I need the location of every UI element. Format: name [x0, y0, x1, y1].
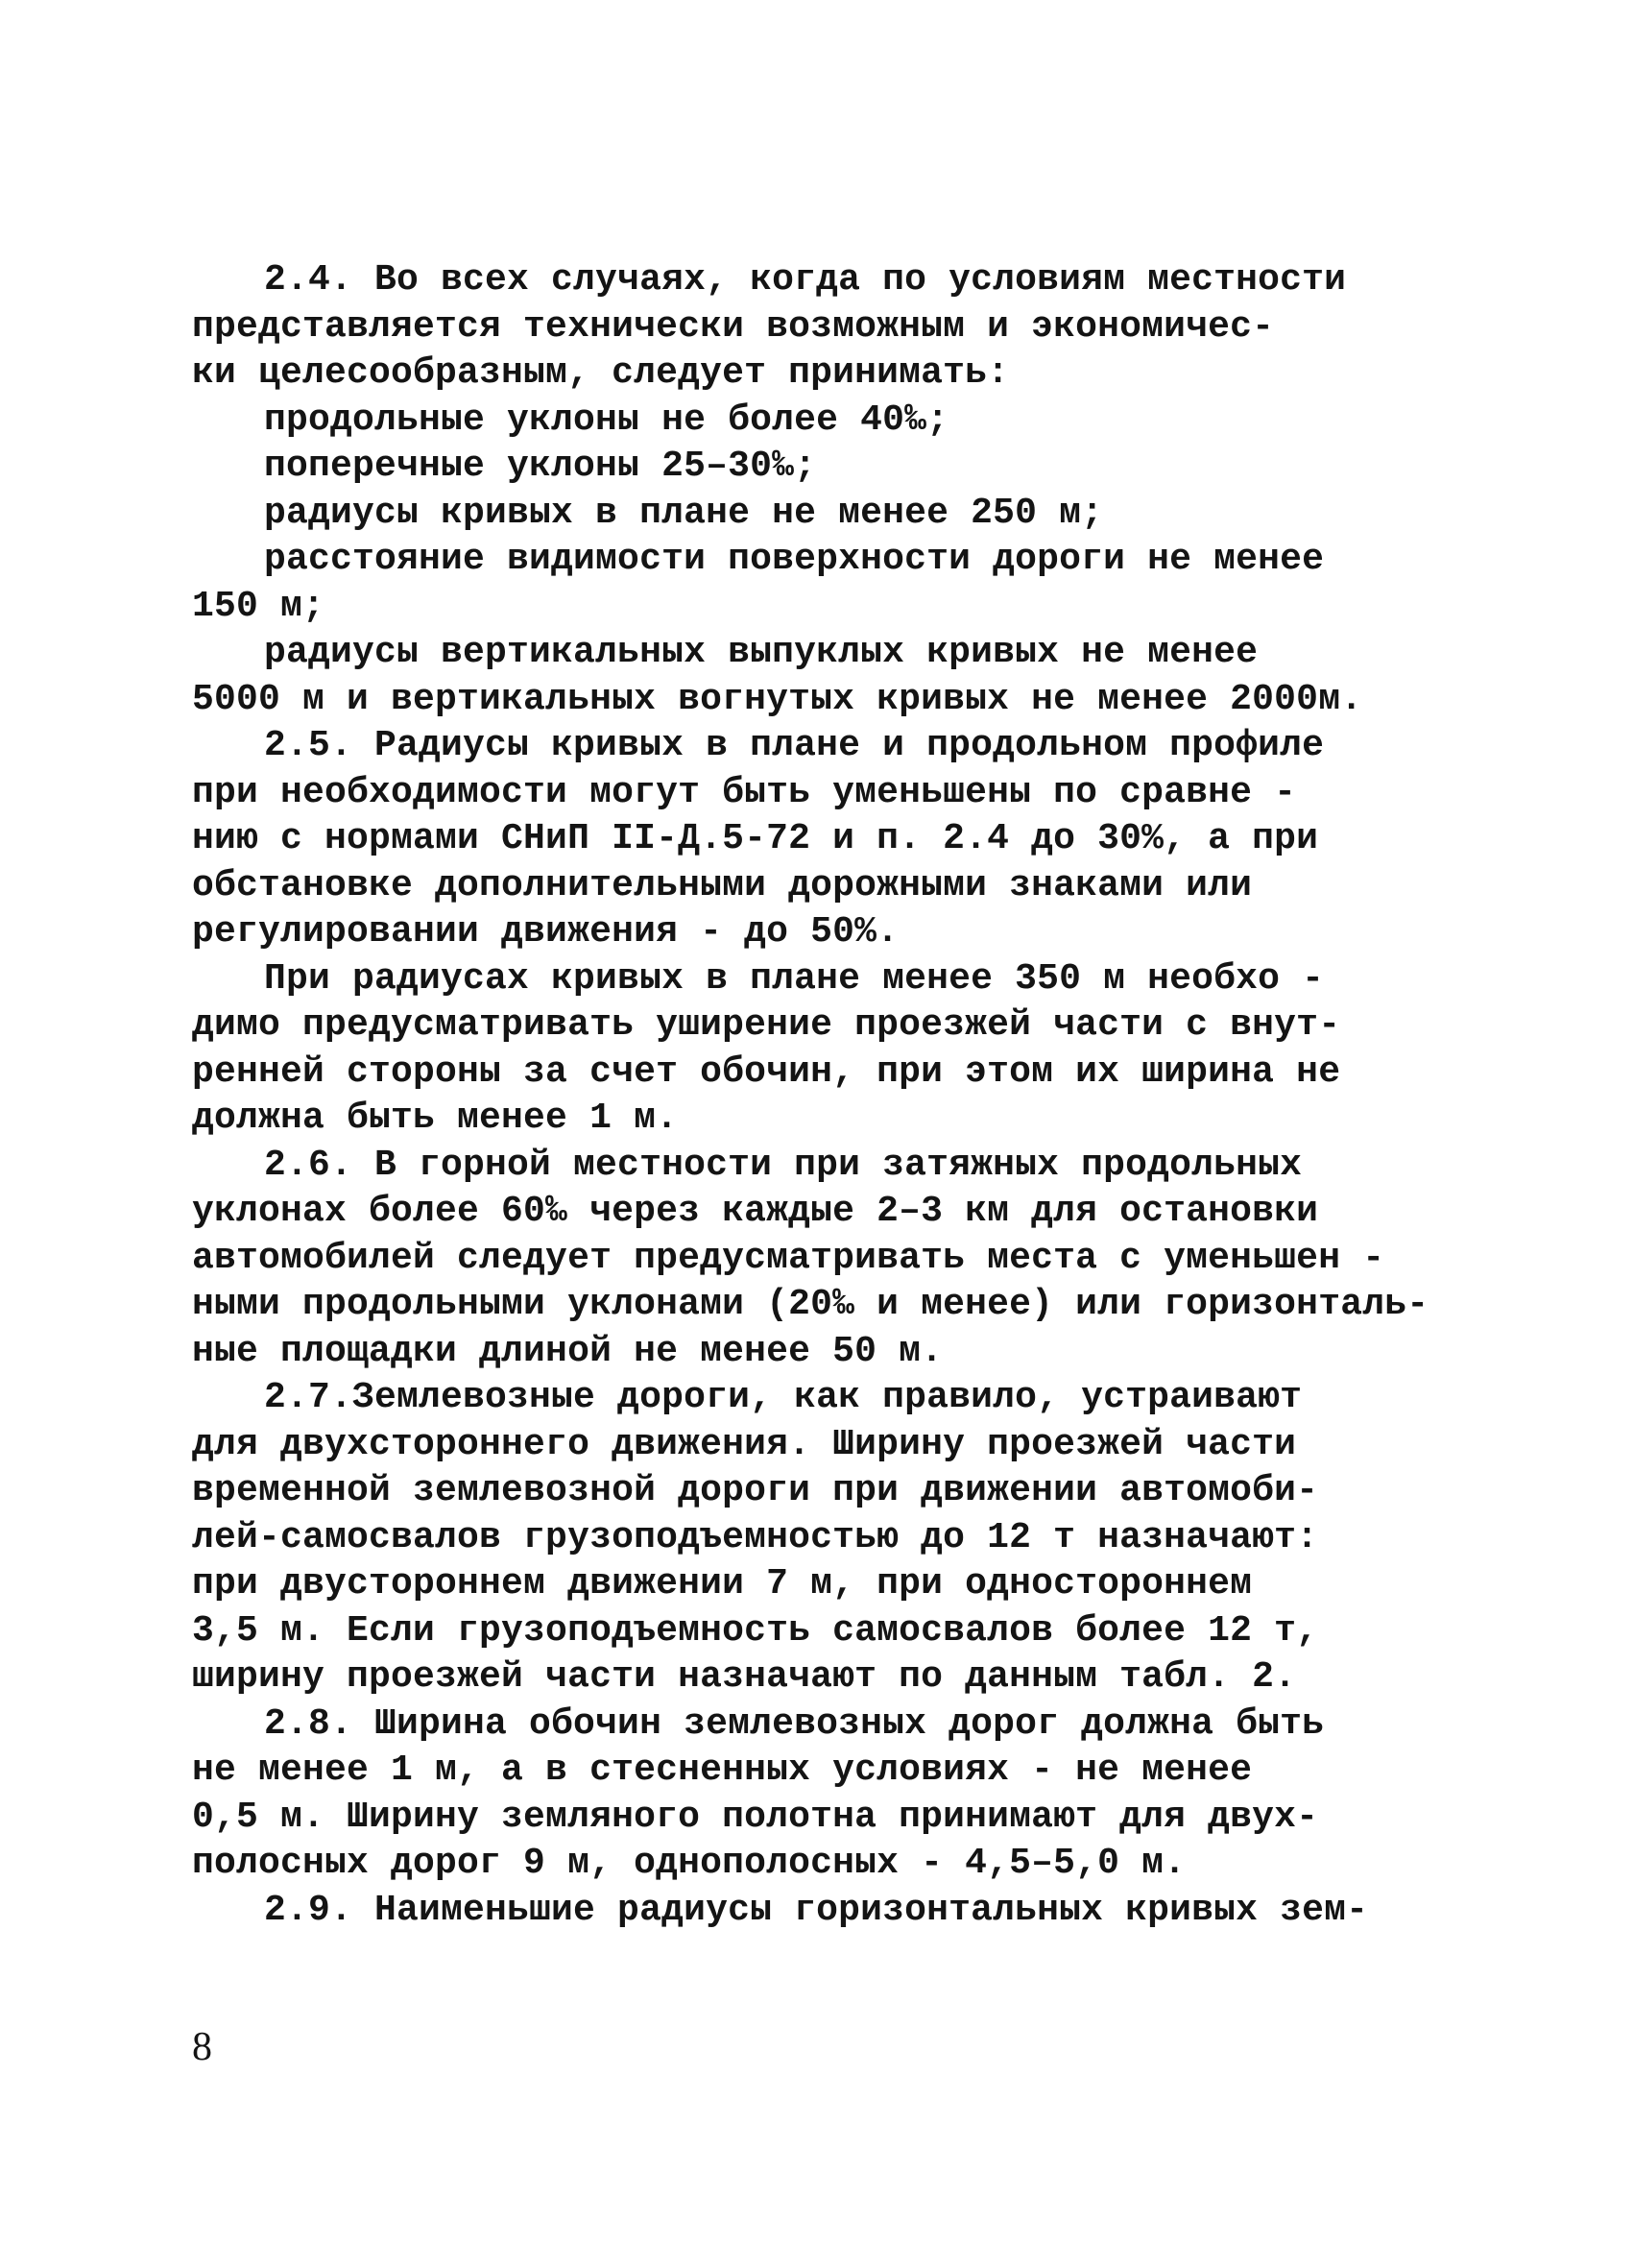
text-line: 2.6. В горной местности при затяжных продольных: [264, 1144, 1303, 1186]
text-line: 3,5 м. Если грузоподъемность самосвалов более 12 т,: [192, 1609, 1319, 1652]
text-line: представляется технически возможным и экономичес-: [192, 305, 1275, 348]
page-number: 8: [192, 2025, 212, 2069]
text-line: 2.7.Землевозные дороги, как правило, устраивают: [264, 1377, 1303, 1418]
text-line: автомобилей следует предусматривать места с уменьшен -: [192, 1237, 1385, 1279]
text-line: 2.9. Наименьшие радиусы горизонтальных кривых зем-: [264, 1889, 1369, 1931]
text-line: 2.4. Во всех случаях, когда по условиям местности: [264, 259, 1347, 301]
text-line: лей-самосвалов грузоподъемностью до 12 т назначают:: [192, 1516, 1319, 1558]
text-line: ренней стороны за счет обочин, при этом их ширина не: [192, 1050, 1341, 1093]
text-line: полосных дорог 9 м, однополосных - 4,5–5,0 м.: [192, 1843, 1187, 1884]
body-text: [192, 257, 1429, 1934]
text-line: должна быть менее 1 м.: [192, 1098, 679, 1139]
text-line: временной землевозной дороги при движении автомоби-: [192, 1470, 1319, 1511]
text-line: ные площадки длиной не менее 50 м.: [192, 1330, 944, 1372]
text-line: обстановке дополнительными дорожными знаками или: [192, 864, 1253, 906]
text-line: поперечные уклоны 25–30‰;: [264, 446, 817, 487]
text-line: уклонах более 60‰ через каждые 2–3 км для остановки: [192, 1191, 1319, 1232]
text-line: 2.8. Ширина обочин землевозных дорог должна быть: [264, 1702, 1325, 1745]
text-line: При радиусах кривых в плане менее 350 м необхо -: [264, 957, 1325, 1000]
text-line: 5000 м и вертикальных вогнутых кривых не менее 2000м.: [192, 678, 1363, 720]
text-line: ширину проезжей части назначают по данным табл. 2.: [192, 1656, 1297, 1698]
text-line: 150 м;: [192, 585, 325, 627]
text-line: ки целесообразным, следует принимать:: [192, 352, 1010, 394]
text-line: для двухстороннего движения. Ширину проезжей части: [192, 1423, 1297, 1465]
text-line: 2.5. Радиусы кривых в плане и продольном профиле: [264, 725, 1325, 766]
text-line: при необходимости могут быть уменьшены по сравне -: [192, 771, 1297, 813]
text-line: ными продольными уклонами (20‰ и менее) или горизонталь-: [192, 1284, 1429, 1325]
text-line: радиусы вертикальных выпуклых кривых не менее: [264, 632, 1259, 673]
text-line: продольные уклоны не более 40‰;: [264, 398, 949, 441]
text-line: нию с нормами СНиП II-Д.5-72 и п. 2.4 до 30%, а при: [192, 818, 1319, 859]
text-line: не менее 1 м, а в стесненных условиях - не менее: [192, 1749, 1253, 1791]
text-line: расстояние видимости поверхности дороги не менее: [264, 539, 1325, 580]
text-line: 0,5 м. Ширину земляного полотна принимают для двух-: [192, 1796, 1319, 1838]
text-line: димо предусматривать уширение проезжей части с внут-: [192, 1004, 1341, 1046]
text-line: регулировании движения - до 50%.: [192, 911, 900, 953]
text-line: при двустороннем движении 7 м, при одностороннем: [192, 1563, 1253, 1604]
text-line: радиусы кривых в плане не менее 250 м;: [264, 492, 1104, 534]
